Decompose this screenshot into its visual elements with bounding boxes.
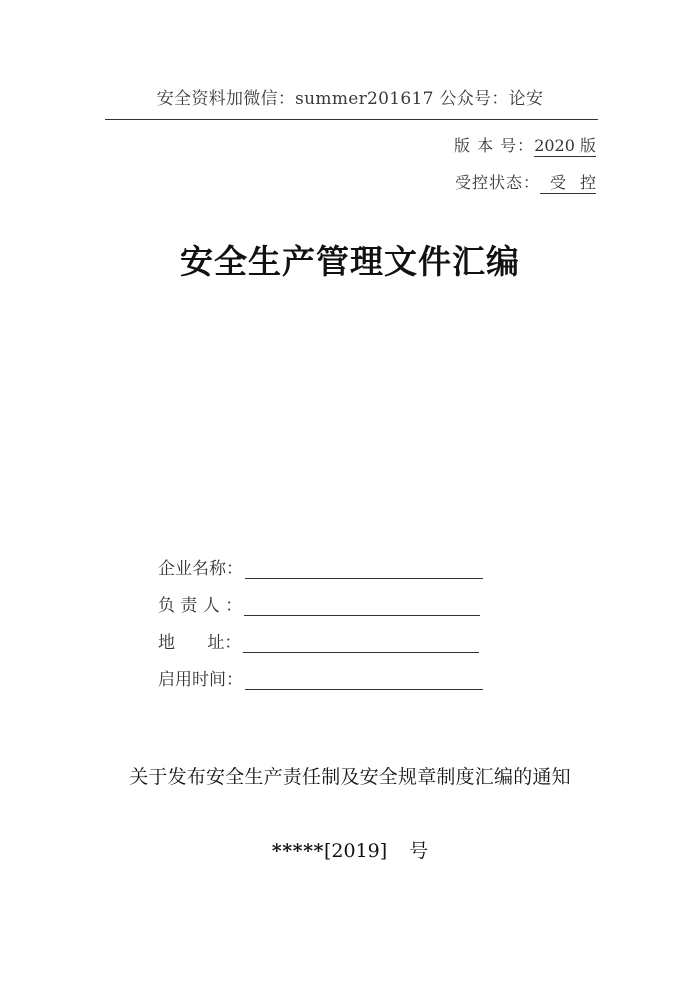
company-name-label: 企业名称： (158, 559, 243, 579)
person-in-charge-blank[interactable] (244, 595, 480, 616)
company-info-form (158, 542, 518, 690)
start-date-blank[interactable] (245, 669, 483, 690)
header-divider (105, 119, 598, 120)
address-blank[interactable] (243, 632, 479, 653)
version-line (454, 133, 596, 157)
start-date-label: 启用时间： (158, 670, 243, 690)
form-row-company-name (158, 542, 518, 579)
page-header-text: 安全资料加微信：summer201617 公众号：论安 (156, 89, 544, 109)
address-label: 地 址： (158, 633, 242, 653)
document-title: 安全生产管理文件汇编 (180, 242, 520, 281)
notice-title: 关于发布安全生产责任制及安全规章制度汇编的通知 (129, 766, 571, 788)
document-number (0, 836, 700, 863)
control-status-char-1: 受 (549, 173, 580, 192)
form-row-person-in-charge (158, 579, 518, 616)
form-row-address (158, 616, 518, 653)
person-in-charge-label: 负 责 人 ： (158, 596, 243, 616)
control-status-char-2: 控 (579, 173, 596, 192)
form-row-start-date (158, 653, 518, 690)
document-number-suffix: 号 (409, 840, 429, 862)
control-status-label: 受控状态： (454, 173, 540, 192)
version-label: 版 本 号： (454, 136, 535, 155)
document-number-year: [2019] (323, 840, 388, 862)
control-status-line (455, 170, 596, 194)
company-name-blank[interactable] (245, 558, 483, 579)
document-number-stars: ***** (271, 840, 324, 862)
control-status-value (540, 174, 596, 194)
version-value: 2020 版 (534, 136, 596, 155)
